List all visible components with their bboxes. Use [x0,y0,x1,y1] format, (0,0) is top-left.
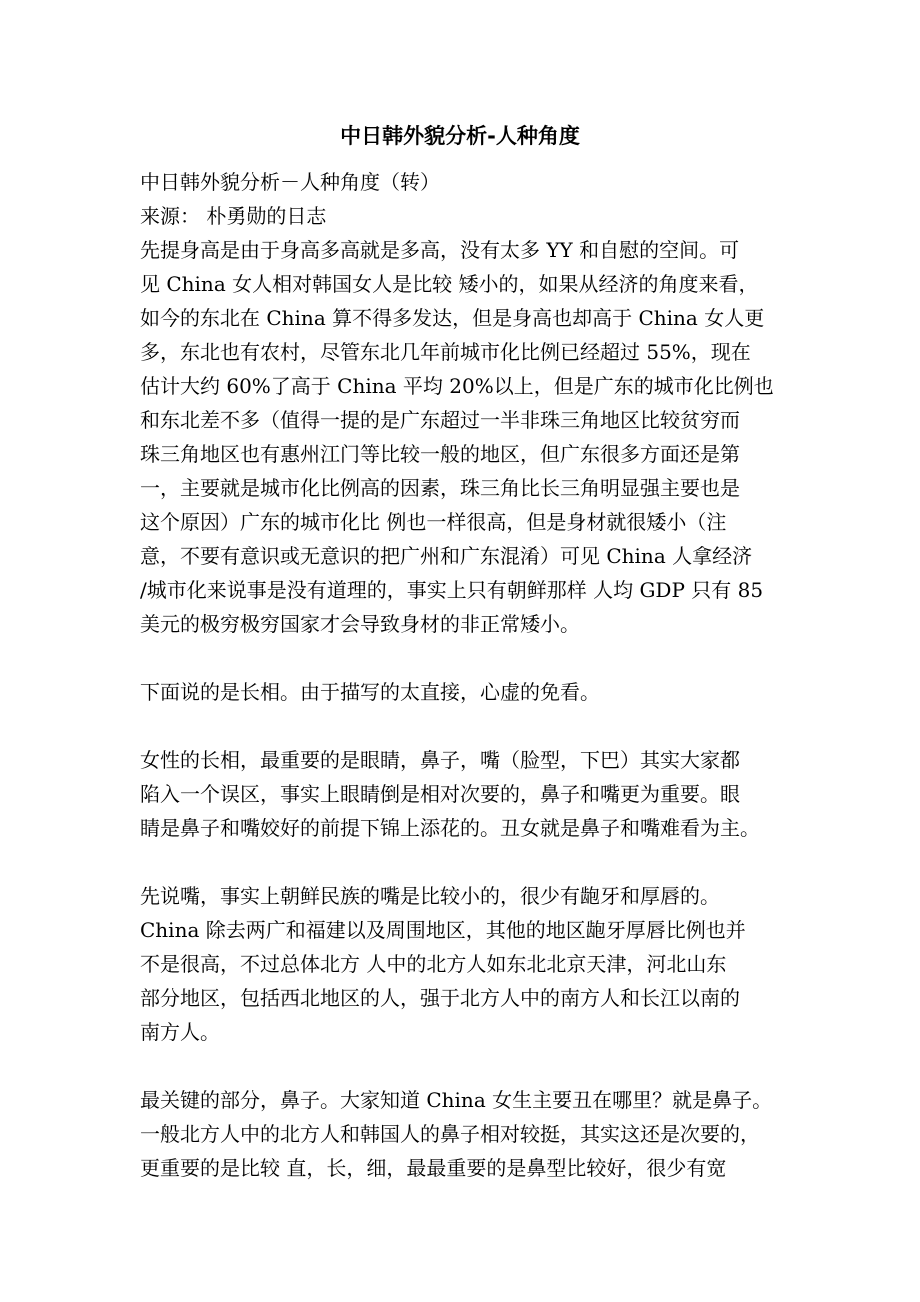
paragraph-2-line: 下面说的是长相。由于描写的太直接，心虚的免看。 [140,680,600,704]
paragraph-5-line: 更重要的是比较 直，长，细，最最重要的是鼻型比较好，很少有宽 [140,1156,727,1180]
paragraph-1-line: 见 China 女人相对韩国女人是比较 矮小的，如果从经济的角度来看， [140,272,759,296]
paragraph-4-line: 不是很高，不过总体北方 人中的北方人如东北北京天津，河北山东 [140,952,727,976]
paragraph-1-line: 这个原因）广东的城市化比 例也一样很高，但是身材就很矮小（注 [140,510,727,534]
paragraph-3-line: 陷入一个误区，事实上眼睛倒是相对次要的，鼻子和嘴更为重要。眼 [140,782,740,806]
document-title: 中日韩外貌分析-人种角度 [340,124,580,148]
paragraph-1-line: 估计大约 60%了高于 China 平均 20%以上，但是广东的城市化比例也 [140,374,774,398]
paragraph-1-line: 先提身高是由于身高多高就是多高，没有太多 YY 和自慰的空间。可 [140,238,740,262]
paragraph-4-line: 部分地区，包括西北地区的人，强于北方人中的南方人和长江以南的 [140,986,740,1010]
paragraph-1-line: 多，东北也有农村，尽管东北几年前城市化比例已经超过 55%，现在 [140,340,751,364]
paragraph-gap [140,641,800,675]
paragraph-1-line: 和东北差不多（值得一提的是广东超过一半非珠三角地区比较贫穷而 [140,408,740,432]
paragraph-4-line: 南方人。 [140,1020,220,1044]
paragraph-1-line: /城市化来说事是没有道理的，事实上只有朝鲜那样 人均 GDP 只有 85 [140,578,764,602]
subtitle-line: 中日韩外貌分析－人种角度（转） [140,170,440,194]
paragraph-gap [140,709,800,743]
paragraph-4-line: 先说嘴，事实上朝鲜民族的嘴是比较小的，很少有龅牙和厚唇的。 [140,884,720,908]
paragraph-1-line: 意，不要有意识或无意识的把广州和广东混淆）可见 China 人拿经济 [140,544,753,568]
paragraph-5-line: 最关键的部分，鼻子。大家知道 China 女生主要丑在哪里？就是鼻子。 [140,1088,773,1112]
paragraph-1-line: 一，主要就是城市化比例高的因素，珠三角比长三角明显强主要也是 [140,476,740,500]
document-body [140,165,800,1185]
paragraph-5-line: 一般北方人中的北方人和韩国人的鼻子相对较挺，其实这还是次要的， [140,1122,760,1146]
paragraph-1-line: 珠三角地区也有惠州江门等比较一般的地区，但广东很多方面还是第 [140,442,740,466]
paragraph-1-line: 美元的极穷极穷国家才会导致身材的非正常矮小。 [140,612,580,636]
paragraph-1-line: 如今的东北在 China 算不得多发达，但是身高也却高于 China 女人更 [140,306,765,330]
paragraph-4-line: China 除去两广和福建以及周围地区，其他的地区龅牙厚唇比例也并 [140,918,746,942]
source-line: 来源： 朴勇勋的日志 [140,204,327,228]
paragraph-3-line: 睛是鼻子和嘴姣好的前提下锦上添花的。丑女就是鼻子和嘴难看为主。 [140,816,760,840]
paragraph-3-line: 女性的长相，最重要的是眼睛，鼻子，嘴（脸型，下巴）其实大家都 [140,748,740,772]
paragraph-gap [140,845,800,879]
paragraph-gap [140,1049,800,1083]
